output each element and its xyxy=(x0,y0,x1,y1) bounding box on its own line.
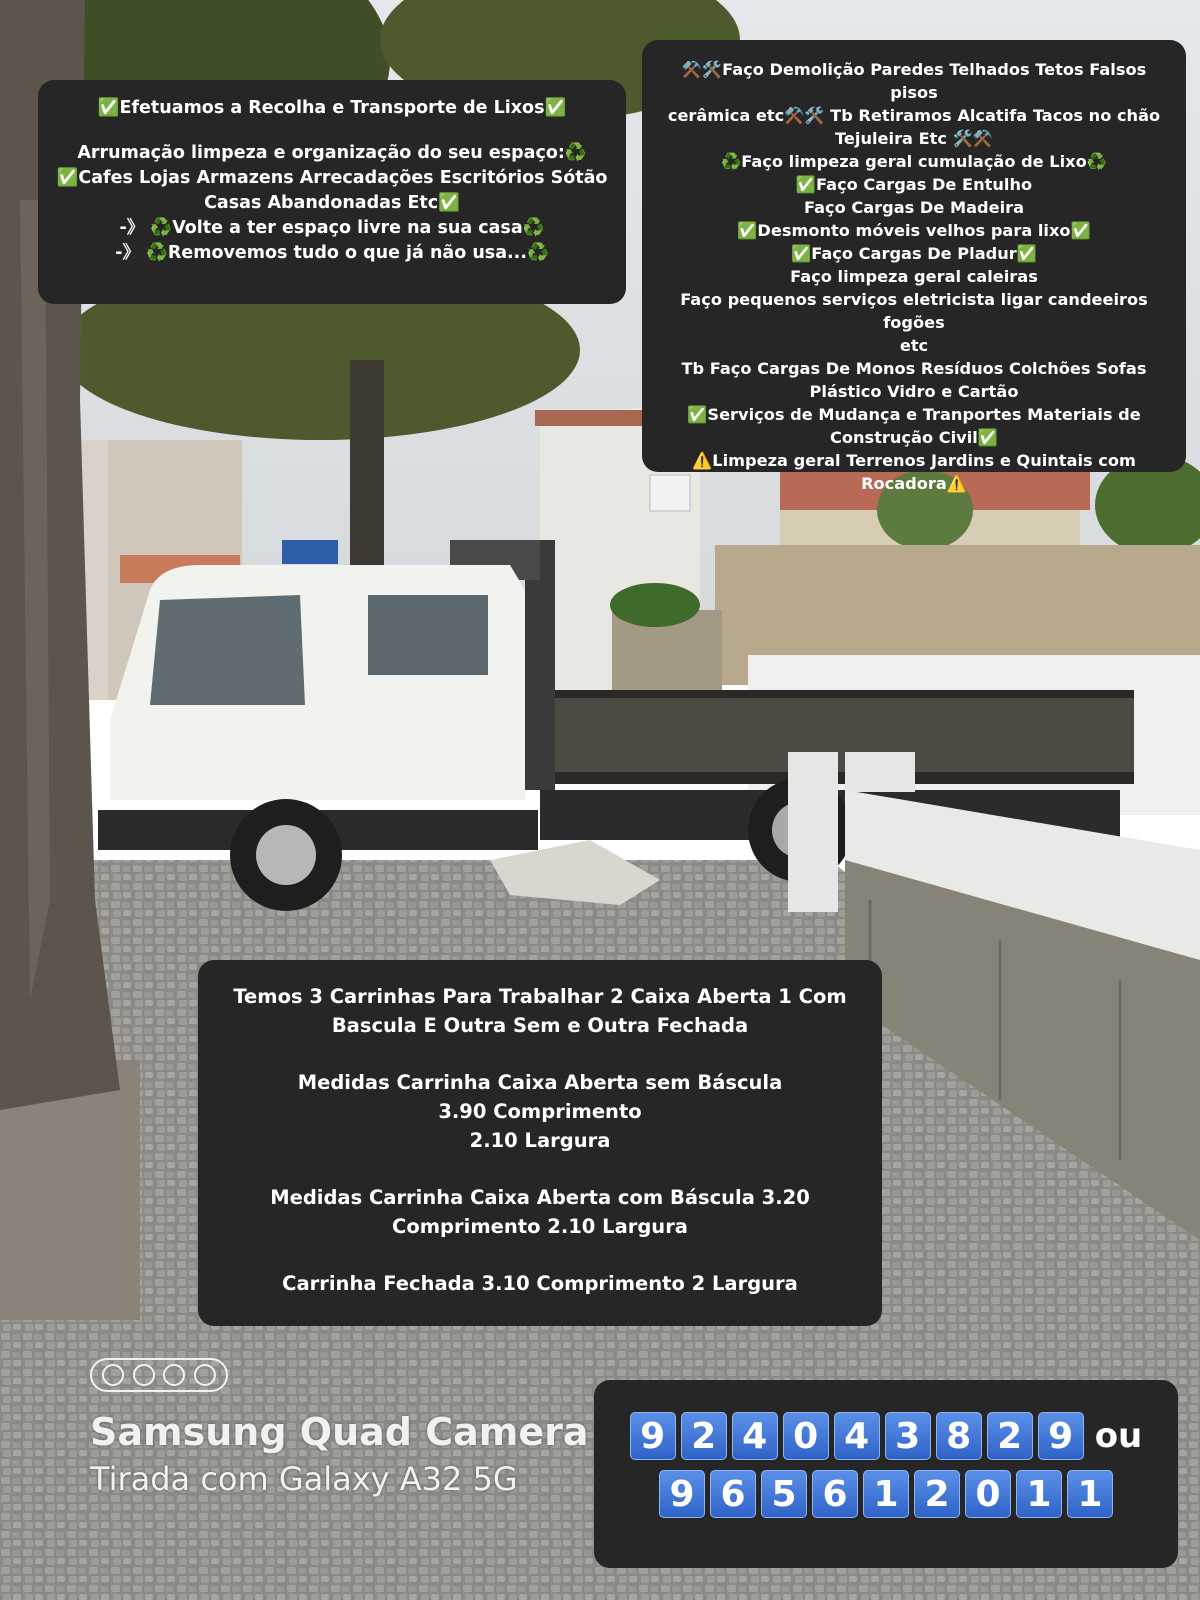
phone-digit: 0 xyxy=(783,1412,829,1460)
box-right-line: Construção Civil✅ xyxy=(830,428,998,447)
box-left-line: Arrumação limpeza e organização do seu espaço:♻️ xyxy=(77,143,587,163)
phone-digit: 1 xyxy=(1016,1470,1062,1518)
box-center-line: 3.90 Comprimento xyxy=(438,1100,642,1123)
box-center-line: Comprimento 2.10 Largura xyxy=(392,1215,688,1238)
phone-digit: 1 xyxy=(1067,1470,1113,1518)
phone-digit: 2 xyxy=(987,1412,1033,1460)
box-right-line: ♻️Faço limpeza geral cumulação de Lixo♻️ xyxy=(721,152,1107,171)
box-center-line: Temos 3 Carrinhas Para Trabalhar 2 Caixa Aberta 1 Com xyxy=(233,985,847,1008)
phone-digit: 1 xyxy=(863,1470,909,1518)
box-center-line: 2.10 Largura xyxy=(469,1129,611,1152)
box-center-line: Medidas Carrinha Caixa Aberta sem Báscula xyxy=(297,1071,783,1094)
box-right-line: Faço pequenos serviços eletricista ligar candeeiros fogões xyxy=(680,290,1148,332)
box-right-line: Rocadora⚠️ xyxy=(861,474,967,493)
phone-digit: 5 xyxy=(761,1470,807,1518)
phone-numbers-box xyxy=(594,1380,1178,1568)
phone-number-2[interactable] xyxy=(604,1470,1168,1518)
vehicle-dimensions-box xyxy=(198,960,882,1326)
box-right-line: ✅Desmonto móveis velhos para lixo✅ xyxy=(737,221,1091,240)
phone-digit: 9 xyxy=(659,1470,705,1518)
box-right-line: Faço Cargas De Madeira xyxy=(803,198,1025,217)
box-right-line: Faço limpeza geral caleiras xyxy=(790,267,1038,286)
box-center-line: Medidas Carrinha Caixa Aberta com Báscula 3.20 xyxy=(270,1186,810,1209)
box-left-line: ✅Cafes Lojas Armazens Arrecadações Escritórios Sótão xyxy=(56,168,608,188)
box-right-line: ⚒️🛠️Faço Demolição Paredes Telhados Tetos Falsos pisos xyxy=(681,60,1147,102)
phone-digit: 8 xyxy=(936,1412,982,1460)
box-left-line: Casas Abandonadas Etc✅ xyxy=(204,193,460,213)
phone-digit: 9 xyxy=(1038,1412,1084,1460)
box-right-line: Plástico Vidro e Cartão xyxy=(809,382,1019,401)
camera-watermark xyxy=(90,1358,588,1498)
box-left-line: -》 ♻️Removemos tudo o que já não usa...♻️ xyxy=(115,243,549,263)
service-box-demolition xyxy=(642,40,1186,493)
phone-digit: 3 xyxy=(885,1412,931,1460)
phone-digit: 0 xyxy=(965,1470,1011,1518)
phone-digit: 4 xyxy=(834,1412,880,1460)
box-center-line: Carrinha Fechada 3.10 Comprimento 2 Largura xyxy=(282,1272,798,1295)
box-right-line: Tb Faço Cargas De Monos Resíduos Colchões Sofas xyxy=(681,359,1147,378)
box-right-line: ⚠️Limpeza geral Terrenos Jardins e Quintais com xyxy=(692,451,1136,470)
phone-digit: 2 xyxy=(681,1412,727,1460)
watermark-brand: Samsung Quad Camera xyxy=(90,1410,589,1454)
box-right-line: ✅Serviços de Mudança e Tranportes Materiais de xyxy=(687,405,1141,424)
box-left-line: ✅Efetuamos a Recolha e Transporte de Lixos✅ xyxy=(97,98,567,118)
watermark-subtitle: Tirada com Galaxy A32 5G xyxy=(90,1460,518,1498)
phone-digit: 4 xyxy=(732,1412,778,1460)
phone-separator: ou xyxy=(1094,1416,1143,1456)
phone-digit: 6 xyxy=(710,1470,756,1518)
box-right-line: ✅Faço Cargas De Pladur✅ xyxy=(791,244,1037,263)
phone-digit: 9 xyxy=(630,1412,676,1460)
phone-digit: 6 xyxy=(812,1470,858,1518)
box-center-line: Bascula E Outra Sem e Outra Fechada xyxy=(331,1014,749,1037)
box-right-line: Tejuleira Etc 🛠️⚒️ xyxy=(835,129,993,148)
box-right-line: cerâmica etc⚒️🛠️ Tb Retiramos Alcatifa Tacos no chão xyxy=(667,106,1161,125)
quad-camera-icon xyxy=(90,1358,228,1392)
service-box-collection xyxy=(38,80,626,304)
box-left-line: -》 ♻️Volte a ter espaço livre na sua casa♻️ xyxy=(119,218,545,238)
box-right-line: ✅Faço Cargas De Entulho xyxy=(795,175,1033,194)
phone-digit: 2 xyxy=(914,1470,960,1518)
phone-number-1[interactable] xyxy=(604,1412,1168,1460)
box-right-line: etc xyxy=(899,336,929,355)
